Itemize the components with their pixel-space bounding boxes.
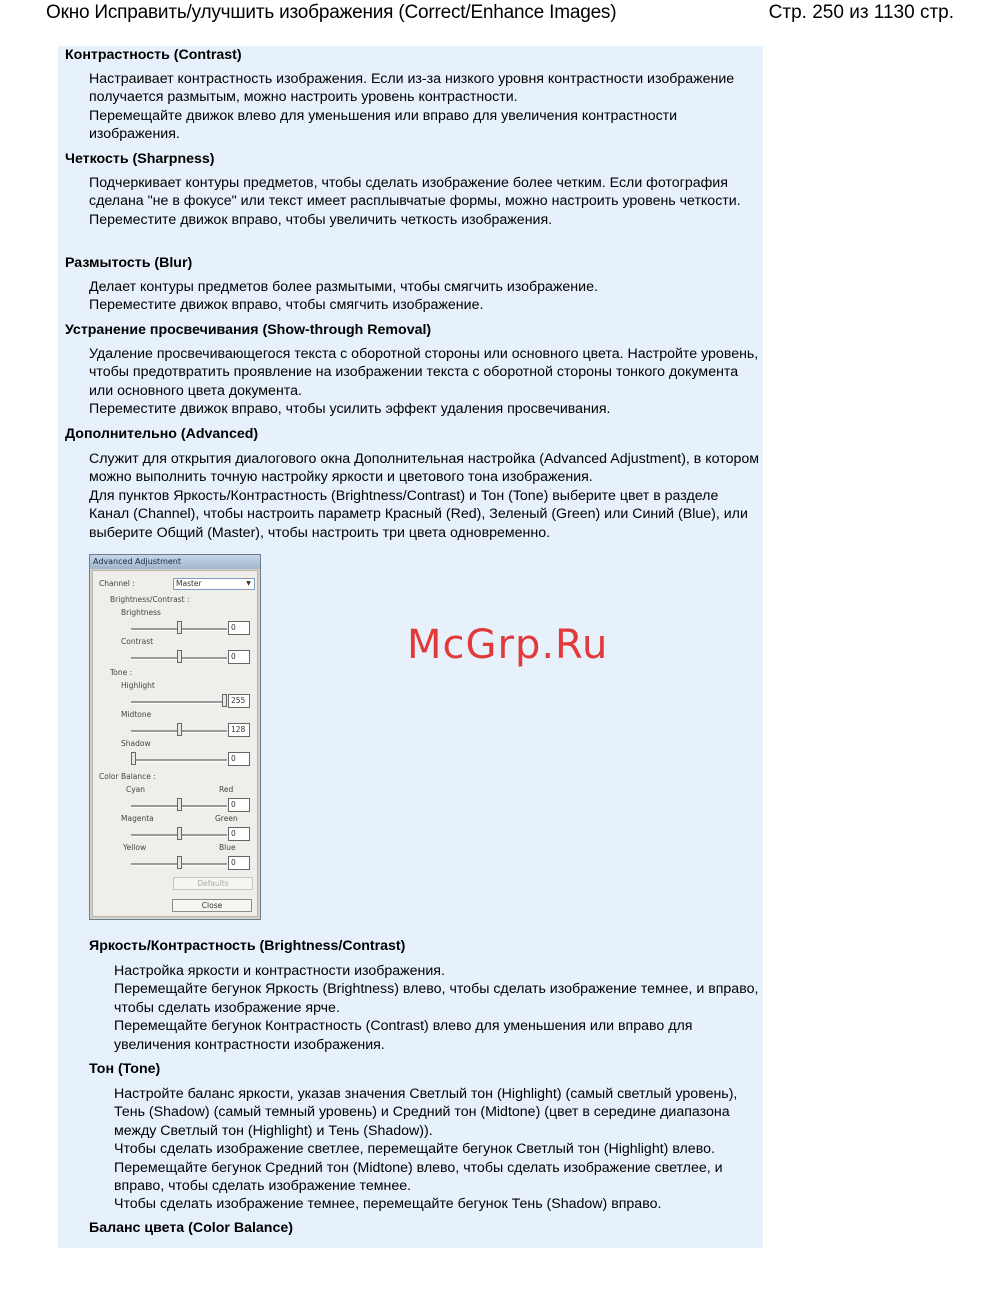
section-title-advanced: Дополнительно (Advanced) [65,426,259,442]
subsection-text-tone: Настройте баланс яркости, указав значения Светлый тон (Highlight) (самый светлый уровень), Тень (Shadow) (самый темный уровень) и Средний тон (Midtone) (цвет в середине диапазона между Светлый тон (Highlight) и Тень (Shadow)). Чтобы сделать изображение светлее, перемещайте бегунок Светлый тон (Highlight) влево. Перемещайте бегунок Средний тон (Midtone) влево, чтобы сделать изображение светлее, и вправо, чтобы сделать изображение темнее. Чтобы сделать изображение темнее, перемещайте бегунок Тень (Shadow) вправо. [114,1086,738,1213]
cyan-label: Cyan [126,785,146,794]
red-label: Red [219,785,234,794]
defaults-button[interactable]: Defaults [173,877,253,890]
magenta-green-slider-thumb[interactable] [177,827,182,840]
section-title-blur: Размытость (Blur) [65,255,193,271]
watermark: McGrp.Ru [407,622,609,668]
channel-label: Channel : [99,579,135,588]
midtone-value-field[interactable]: 128 [228,723,250,737]
highlight-slider-thumb[interactable] [222,694,227,707]
chevron-down-icon: ▼ [246,580,251,587]
page-number: Стр. 250 из 1130 стр. [768,2,954,23]
channel-select-value: Master [176,579,202,588]
section-text-show-through: Удаление просвечивающегося текста с оборотной стороны или основного цвета. Настройте уровень, чтобы предотвратить проявление на изображении текста с оборотной стороны тонкого документа или основного цвета документа. Переместите движок вправо, чтобы усилить эффект удаления просвечивания. [89,346,759,418]
midtone-label: Midtone [121,710,152,719]
section-text-contrast: Настраивает контрастность изображения. Если из-за низкого уровня контрастности изображение получается размытым, можно настроить уровень контрастности. Перемещайте движок влево для уменьшения или вправо для увеличения контрастности изображения. [89,71,735,143]
highlight-slider-track[interactable] [131,701,227,704]
brightness-value-field[interactable]: 0 [228,621,250,635]
magenta-label: Magenta [121,814,154,823]
color-balance-group-label: Color Balance : [99,772,156,781]
contrast-label: Contrast [121,637,154,646]
highlight-label: Highlight [121,681,155,690]
midtone-slider-thumb[interactable] [177,723,182,736]
brightness-slider-thumb[interactable] [177,621,182,634]
tone-group-label: Tone : [110,668,133,677]
yellow-blue-slider-thumb[interactable] [177,856,182,869]
blue-label: Blue [219,843,236,852]
shadow-label: Shadow [121,739,151,748]
shadow-value-field[interactable]: 0 [228,752,250,766]
close-button[interactable]: Close [172,899,252,912]
section-text-sharpness: Подчеркивает контуры предметов, чтобы сделать изображение более четким. Если фотография сделана "не в фокусе" или текст имеет расплывчатые формы, можно настроить уровень четкости. Переместите движок вправо, чтобы увеличить четкость изображения. [89,175,741,228]
section-text-advanced: Служит для открытия диалогового окна Дополнительная настройка (Advanced Adjustment), в котором можно выполнить точную настройку яркости и цветового тона изображения. Для пунктов Яркость/Контрастность (Brightness/Contrast) и Тон (Tone) выберите цвет в разделе Канал (Channel), чтобы настроить параметр Красный (Red), Зеленый (Green) или Синий (Blue), или выберите Общий (Master), чтобы настроить три цвета одновременно. [89,451,759,541]
brightness-label: Brightness [121,608,161,617]
section-title-sharpness: Четкость (Sharpness) [65,151,215,167]
section-title-show-through: Устранение просвечивания (Show-through Removal) [65,322,432,338]
section-text-blur: Делает контуры предметов более размытыми, чтобы смягчить изображение. Переместите движок вправо, чтобы смягчить изображение. [89,279,598,314]
dialog-body [92,570,258,917]
shadow-slider-thumb[interactable] [131,752,136,765]
magenta-green-value-field[interactable]: 0 [228,827,250,841]
page-title: Окно Исправить/улучшить изображения (Correct/Enhance Images) [46,2,617,23]
subsection-title-color-balance: Баланс цвета (Color Balance) [89,1220,293,1236]
cyan-red-slider-thumb[interactable] [177,798,182,811]
green-label: Green [215,814,238,823]
contrast-slider-thumb[interactable] [177,650,182,663]
section-title-contrast: Контрастность (Contrast) [65,47,242,63]
dialog-title: Advanced Adjustment [90,555,260,569]
channel-select[interactable] [173,578,255,590]
advanced-adjustment-dialog [89,554,261,920]
brightness-contrast-group-label: Brightness/Contrast : [110,595,190,604]
subsection-title-brightness-contrast: Яркость/Контрастность (Brightness/Contrast) [89,938,406,954]
subsection-text-brightness-contrast: Настройка яркости и контрастности изображения. Перемещайте бегунок Яркость (Brightness) влево, чтобы сделать изображение темнее, и вправо, чтобы сделать изображение ярче. Перемещайте бегунок Контрастность (Contrast) влево для уменьшения или вправо для увеличения контрастности изображения. [114,963,759,1053]
contrast-value-field[interactable]: 0 [228,650,250,664]
subsection-title-tone: Тон (Tone) [89,1061,161,1077]
yellow-label: Yellow [123,843,147,852]
yellow-blue-value-field[interactable]: 0 [228,856,250,870]
highlight-value-field[interactable]: 255 [228,694,250,708]
cyan-red-value-field[interactable]: 0 [228,798,250,812]
shadow-slider-track[interactable] [131,759,227,762]
